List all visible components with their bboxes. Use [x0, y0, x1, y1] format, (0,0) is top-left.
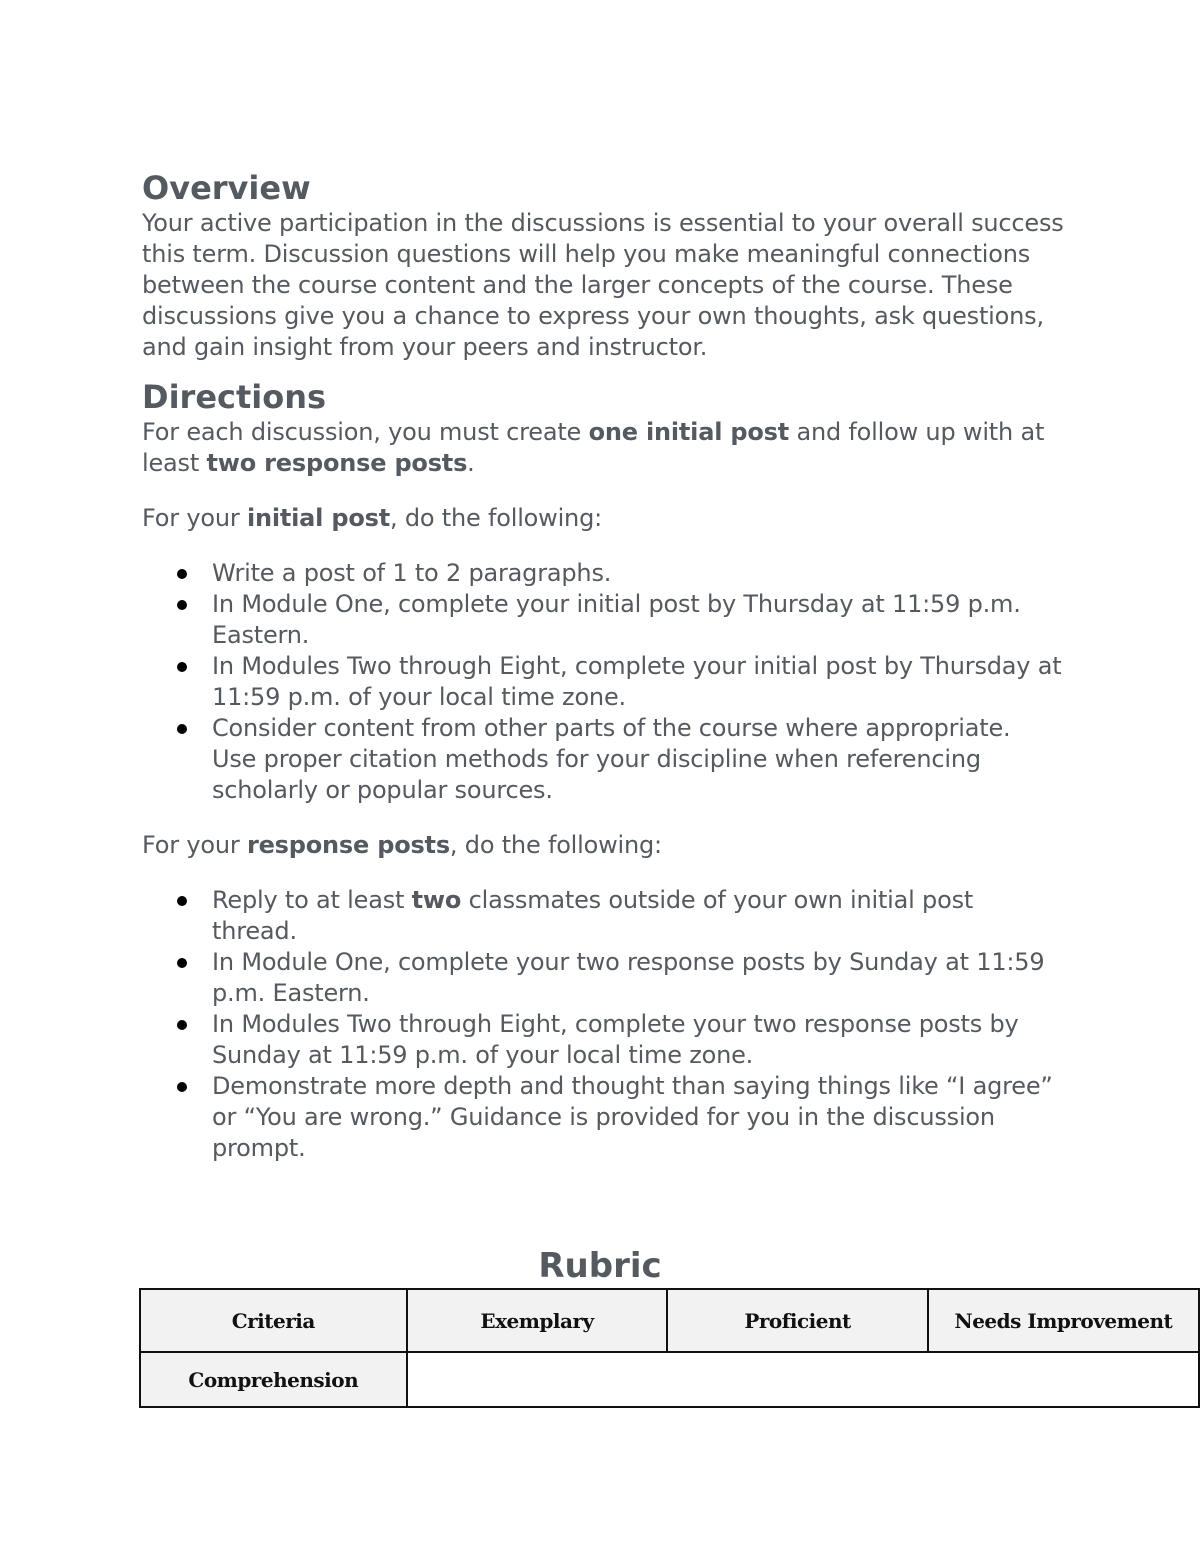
- response-posts-list: [142, 885, 1072, 1164]
- table-header-cell: Proficient: [667, 1289, 927, 1352]
- overview-heading: Overview: [142, 169, 311, 207]
- response-lead-bold: response posts: [246, 831, 450, 859]
- table-header-cell: Needs Improvement: [928, 1289, 1199, 1352]
- table-row: [140, 1352, 1199, 1407]
- directions-heading: Directions: [142, 378, 327, 416]
- initial-lead-post: , do the following:: [389, 504, 602, 532]
- document-body: [142, 168, 1072, 1164]
- rubric-title: Rubric: [538, 1246, 662, 1286]
- rubric-table: [139, 1288, 1200, 1408]
- directions-intro: [142, 417, 1072, 479]
- directions-intro-text-2: and follow up with at least: [142, 418, 1045, 477]
- initial-lead-pre: For your: [142, 504, 247, 532]
- list-item: Consider content from other parts of the course where appropriate. Use proper citation methods for your discipline when referencing scholarly or popular sources.: [212, 713, 1072, 806]
- response-item1-post: classmates outside of your own initial post thread.: [212, 886, 974, 945]
- directions-intro-bold-2: two response posts: [206, 449, 468, 477]
- list-item: In Modules Two through Eight, complete your two response posts by Sunday at 11:59 p.m. of your local time zone.: [212, 1009, 1072, 1071]
- overview-paragraph: Your active participation in the discussions is essential to your overall success this term. Discussion questions will help you make meaningful connections between the course content and the larger concepts of the course. These discussions give you a chance to express your own thoughts, ask questions, and gain insight from your peers and instructor.: [142, 209, 1064, 361]
- response-item1-pre: Reply to at least: [212, 886, 412, 914]
- list-item: Write a post of 1 to 2 paragraphs.: [212, 558, 1072, 589]
- list-item: In Modules Two through Eight, complete your initial post by Thursday at 11:59 p.m. of your local time zone.: [212, 651, 1072, 713]
- initial-lead-bold: initial post: [246, 504, 390, 532]
- list-item: [212, 885, 1072, 947]
- list-item: Demonstrate more depth and thought than saying things like “I agree” or “You are wrong.” Guidance is provided for you in the discussion prompt.: [212, 1071, 1072, 1164]
- response-lead-pre: For your: [142, 831, 247, 859]
- table-header-cell: Exemplary: [407, 1289, 668, 1352]
- initial-post-lead: [142, 503, 1072, 534]
- criterion-cell: Comprehension: [140, 1352, 407, 1407]
- response-posts-lead: [142, 830, 1072, 861]
- directions-intro-bold-1: one initial post: [588, 418, 790, 446]
- response-item1-bold: two: [411, 886, 462, 914]
- directions-intro-text-1: For each discussion, you must create: [142, 418, 589, 446]
- list-item: In Module One, complete your initial post by Thursday at 11:59 p.m. Eastern.: [212, 589, 1072, 651]
- table-header-row: [140, 1289, 1199, 1352]
- directions-intro-text-3: .: [467, 449, 475, 477]
- initial-post-list: [142, 558, 1072, 806]
- list-item: In Module One, complete your two response posts by Sunday at 11:59 p.m. Eastern.: [212, 947, 1072, 1009]
- table-header-cell: Criteria: [140, 1289, 407, 1352]
- response-lead-post: , do the following:: [449, 831, 662, 859]
- empty-cell: [407, 1352, 1199, 1407]
